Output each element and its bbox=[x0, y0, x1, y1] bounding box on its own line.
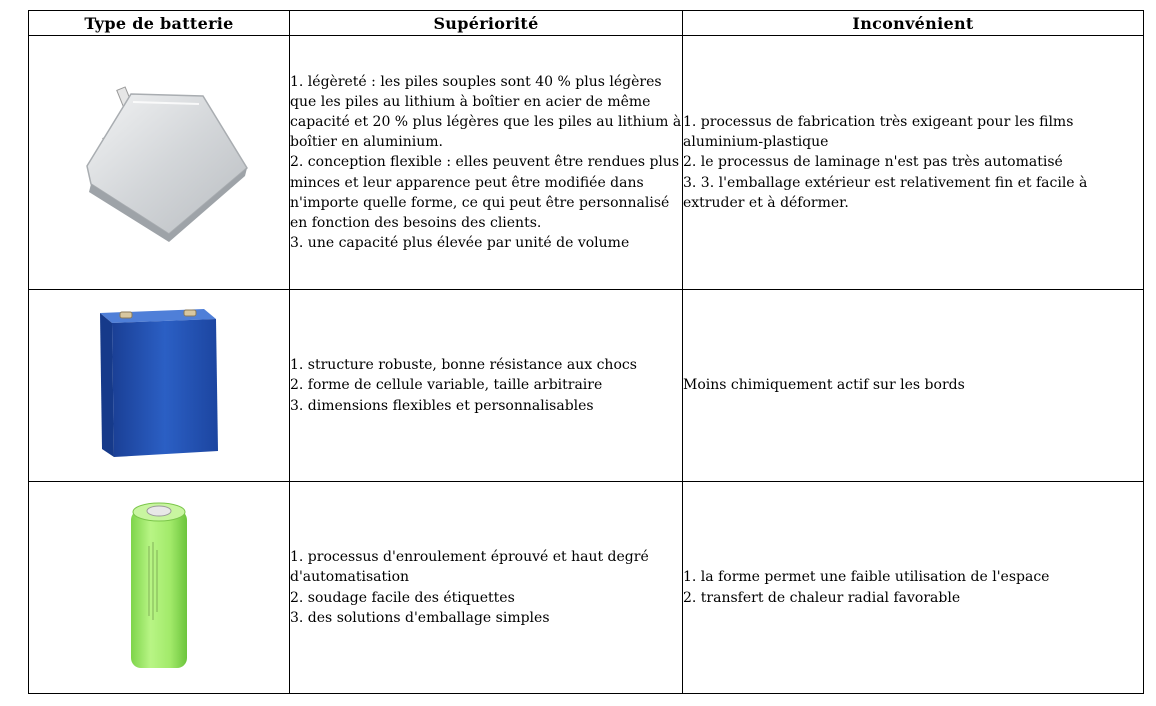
list-item: 2. le processus de laminage n'est pas très automatisé bbox=[683, 154, 1063, 171]
prismatic-battery-cell-icon bbox=[94, 301, 224, 466]
disadvantages-cell bbox=[683, 482, 1144, 694]
list-item: 1. processus de fabrication très exigeant pour les films aluminium-plastique bbox=[683, 113, 1074, 151]
list-item: 1. la forme permet une faible utilisation de l'espace bbox=[683, 569, 1050, 586]
pouch-battery-cell-icon bbox=[69, 76, 249, 246]
list-item: 2. transfert de chaleur radial favorable bbox=[683, 589, 961, 606]
list-item: 2. conception flexible : elles peuvent être rendues plus minces et leur apparence peut être modifiée dans n'importe quelle forme, ce qui peut être personnalisé en fonction des besoins des clients. bbox=[290, 154, 680, 231]
disadvantages-cell bbox=[683, 36, 1144, 290]
list-item: 2. forme de cellule variable, taille arbitraire bbox=[290, 377, 603, 394]
list-item: Moins chimiquement actif sur les bords bbox=[683, 377, 965, 394]
list-item: 3. dimensions flexibles et personnalisables bbox=[290, 397, 594, 414]
list-item: 3. 3. l'emballage extérieur est relativement fin et facile à extruder et à déformer. bbox=[683, 174, 1088, 211]
advantages-cell bbox=[290, 482, 683, 694]
list-item: 3. une capacité plus élevée par unité de volume bbox=[290, 235, 630, 252]
table-row bbox=[29, 290, 1144, 482]
header-row bbox=[29, 11, 1144, 36]
battery-image-cell bbox=[29, 290, 290, 482]
battery-comparison-table bbox=[28, 10, 1144, 694]
battery-image-cell bbox=[29, 36, 290, 290]
list-item: 3. des solutions d'emballage simples bbox=[290, 609, 550, 626]
header-advantages: Supériorité bbox=[290, 11, 683, 36]
advantages-cell bbox=[290, 36, 683, 290]
table-row bbox=[29, 36, 1144, 290]
list-item: 2. soudage facile des étiquettes bbox=[290, 589, 515, 606]
header-disadvantages: Inconvénient bbox=[683, 11, 1144, 36]
list-item: 1. processus d'enroulement éprouvé et haut degré d'automatisation bbox=[290, 549, 649, 586]
list-item: 1. légèreté : les piles souples sont 40 % plus légères que les piles au lithium à boîtier en acier de même capacité et 20 % plus légères que les piles au lithium à boîtier en aluminium. bbox=[290, 73, 682, 151]
cylindrical-battery-cell-icon bbox=[119, 496, 199, 676]
advantages-cell bbox=[290, 290, 683, 482]
battery-image-cell bbox=[29, 482, 290, 694]
header-battery-type: Type de batterie bbox=[29, 11, 290, 36]
table-row bbox=[29, 482, 1144, 694]
list-item: 1. structure robuste, bonne résistance aux chocs bbox=[290, 357, 637, 374]
disadvantages-cell bbox=[683, 290, 1144, 482]
